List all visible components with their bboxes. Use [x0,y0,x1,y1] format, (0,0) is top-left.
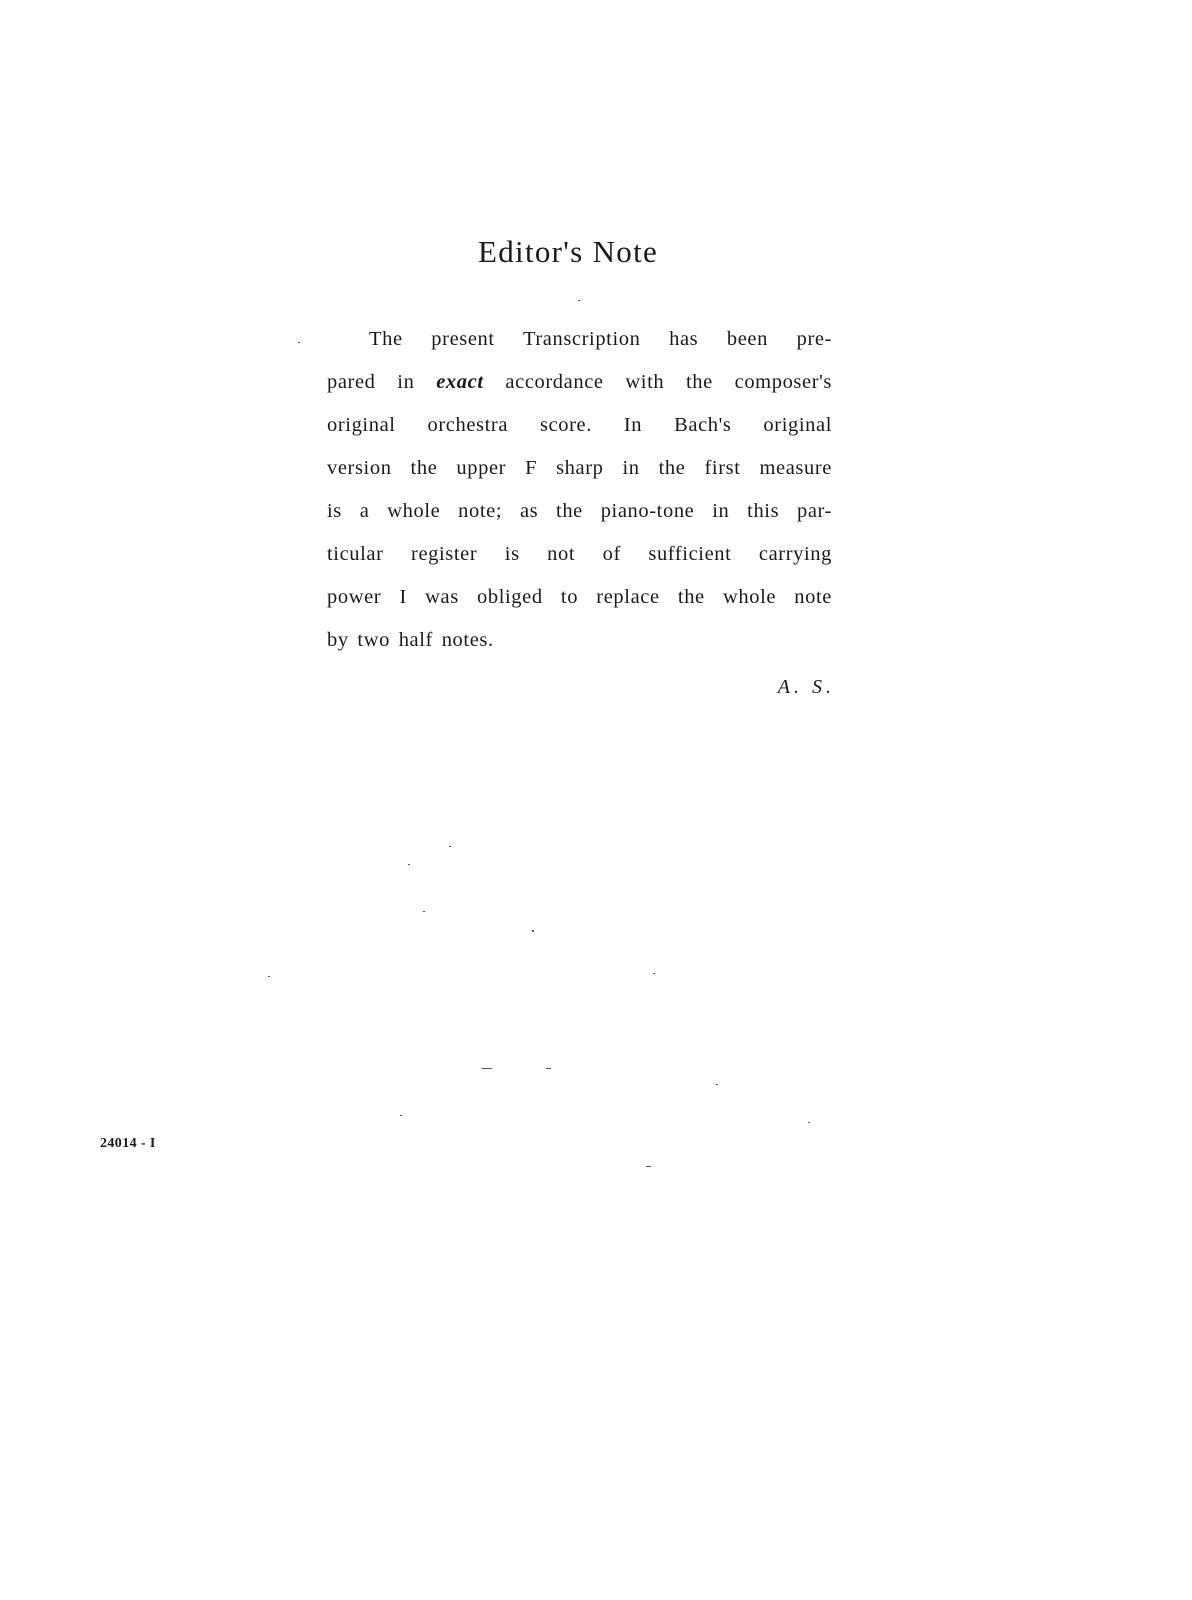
paragraph-line: version the upper F sharp in the first measure [327,457,832,479]
scan-speck [578,300,580,301]
emphasized-word: exact [436,371,484,393]
scan-speck [532,930,534,932]
paragraph-line: by two half notes. [327,629,494,651]
scan-speck [808,1122,810,1123]
editor-signature: A. S. [777,676,835,698]
paragraph-line [327,361,832,404]
scan-speck [400,1115,402,1116]
scan-speck [268,976,270,977]
note-paragraph [327,318,832,662]
scan-speck [423,911,425,912]
scan-speck [546,1068,551,1069]
scan-speck [646,1166,651,1167]
paragraph-line: The present Transcription has been pre- [369,328,832,350]
scan-speck [716,1084,718,1085]
scan-speck [408,864,410,865]
paragraph-line: ticular register is not of sufficient carrying [327,543,832,565]
scan-speck [653,973,655,974]
paragraph-line-text: pared in [327,371,437,393]
paragraph-line: is a whole note; as the piano-tone in this par- [327,500,832,522]
scan-speck [449,846,451,847]
paragraph-line-text: accordance with the composer's [483,371,832,393]
plate-number: 24014 - I [100,1136,156,1151]
paragraph-line: power I was obliged to replace the whole note [327,586,832,608]
page-title: Editor's Note [478,234,659,269]
scan-speck [298,342,300,343]
scan-speck [482,1068,492,1069]
paragraph-line: original orchestra score. In Bach's original [327,414,832,436]
